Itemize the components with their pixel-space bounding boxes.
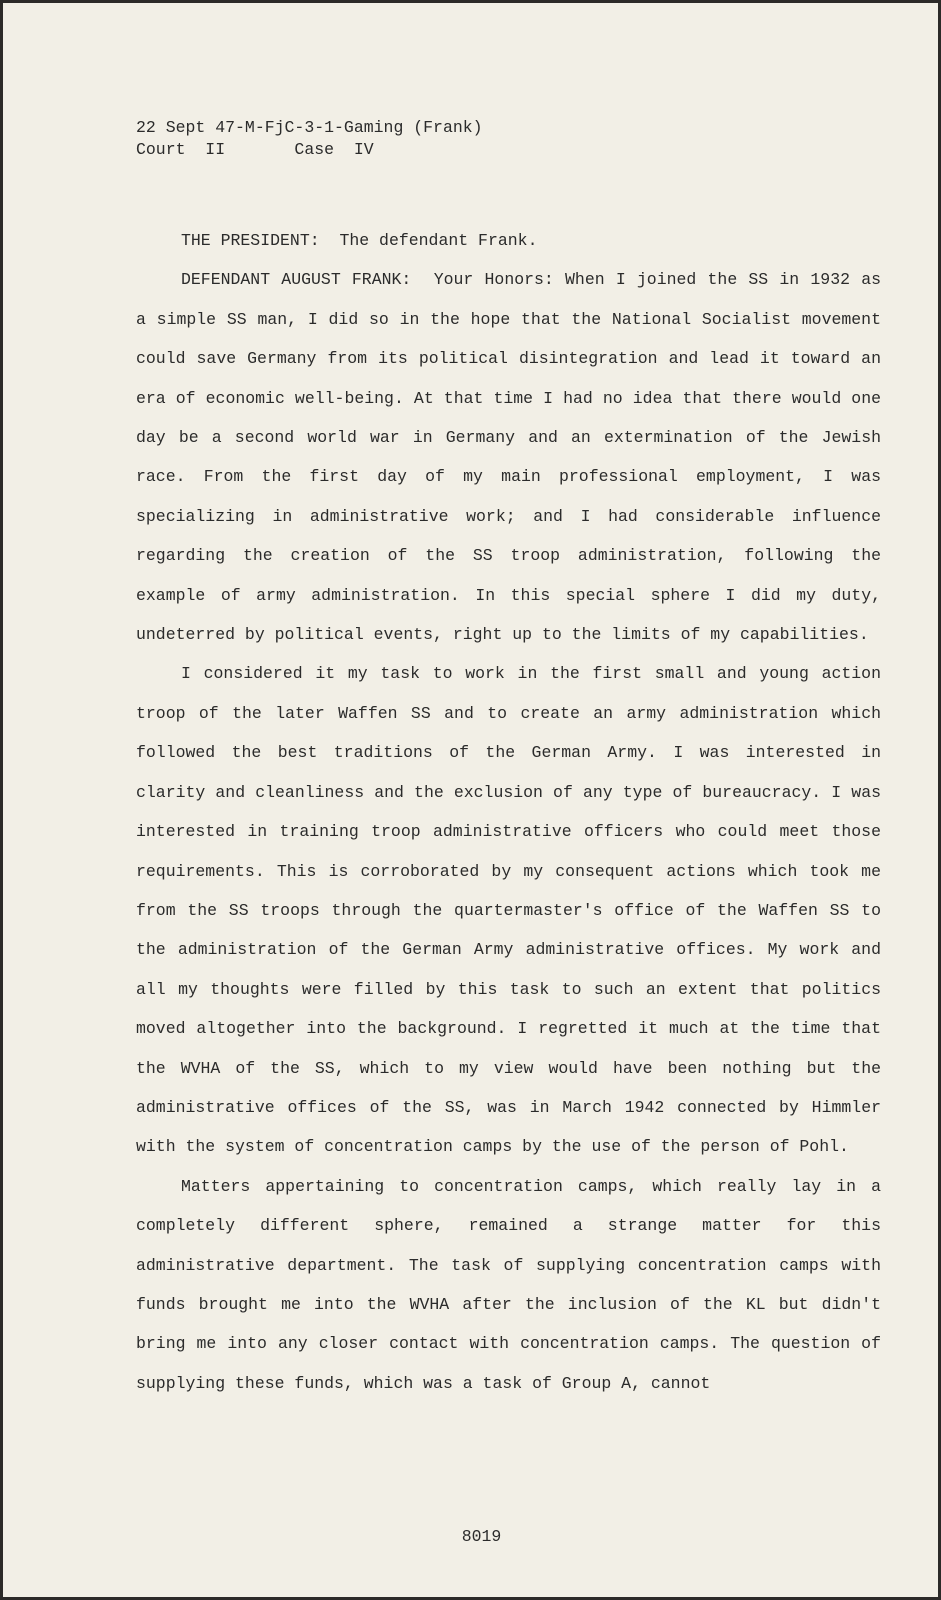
paragraph-concentration-camps: Matters appertaining to concentration camps, which really lay in a completely different sphere, remained a strange matter for this administrative department. The task of supplying concentration camps with funds brought me into the WVHA after the inclusion of the KL but didn't bring me into any closer contact with concentration camps. The question of supplying these funds, which was a task of Group A, cannot: [136, 1176, 881, 1393]
document-page: [3, 3, 938, 1597]
speaker-label: THE PRESIDENT:: [181, 231, 320, 250]
page-number: 8019: [461, 1527, 502, 1546]
paragraph-president: [136, 221, 881, 260]
transcript-header: [136, 117, 483, 161]
speaker-label: DEFENDANT AUGUST FRANK:: [181, 270, 412, 290]
paragraph-text: The defendant Frank.: [339, 231, 538, 250]
header-court-case-line: Court II Case IV: [136, 140, 374, 159]
paragraph-army-administration: I considered it my task to work in the first small and young action troop of the later Waffen SS and to create an army administration which followed the best traditions of the German Army. I was interested in clarity and cleanliness and the exclusion of any type of bureaucracy. I was interested in training troop administrative officers who could meet those requirements. This is corroborated by my consequent actions which took me from the SS troops through the quartermaster's office of the Waffen SS to the administration of the German Army administrative offices. My work and all my thoughts were filled by this task to such an extent that politics moved altogether into the background. I regretted it much at the time that the WVHA of the SS, which to my view would have been nothing but the administrative offices of the SS, was in March 1942 connected by Himmler with the system of concentration camps by the use of the person of Pohl.: [136, 664, 881, 1157]
header-session-line: 22 Sept 47-M-FjC-3-1-Gaming (Frank): [136, 118, 483, 137]
transcript-body: [136, 221, 881, 1403]
paragraph-defendant-statement: [136, 260, 881, 654]
paragraph-text: Your Honors: When I joined the SS in 1932 as a simple SS man, I did so in the hope that the National Socialist movement could save Germany from its political disintegration and lead it toward an era of economic well-being. At that time I had no idea that there would one day be a second world war in Germany and an extermination of the Jewish race. From the first day of my main professional employment, I was specializing in administrative work; and I had considerable influence regarding the creation of the SS troop administration, following the example of army administration. In this special sphere I did my duty, undeterred by political events, right up to the limits of my capabilities.: [136, 270, 881, 645]
